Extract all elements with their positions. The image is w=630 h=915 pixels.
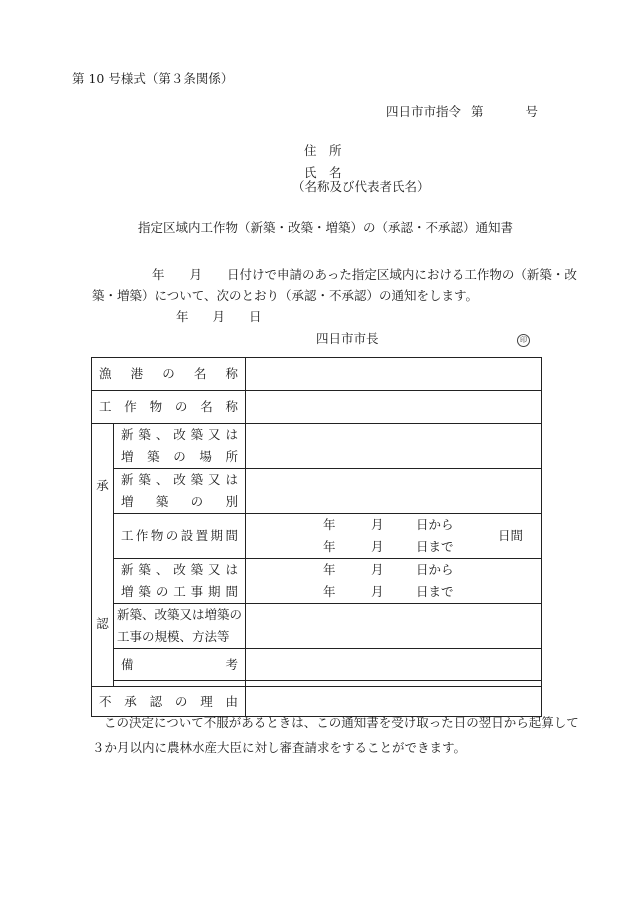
scale-row [92,604,542,649]
type-label: 新 築 、 改 築 又 は 増 築 の 別 [114,469,246,514]
seal-mark [517,330,530,347]
name-label: 氏 名 [304,165,342,180]
install-period-row [92,514,542,559]
place-row [92,424,542,469]
install-until-line: 年 月 日まで [323,539,454,554]
structure-label: 工 作 物 の 名 称 [92,391,246,424]
type-value [246,469,542,514]
scale-value [246,604,542,649]
structure-value [246,391,542,424]
construction-period-label: 新 築 、 改 築 又 は 増 築 の 工 事 期 間 [114,559,246,604]
approval-vertical-label: 承 認 [92,424,114,687]
install-from-line: 年 月 日から [323,517,454,532]
document-title: 指定区域内工作物（新築・改築・増築）の（承認・不承認）通知書 [138,220,514,235]
structure-row [92,391,542,424]
type-row [92,469,542,514]
fishing-port-row [92,358,542,391]
remarks-value [246,649,542,681]
name-note: （名称及び代表者氏名） [292,179,430,194]
approval-table [91,357,542,717]
scale-label: 新築、改築又は増築の 工事の規模、方法等 [114,604,246,649]
disapproval-label: 不 承 認 の 理 由 [92,687,246,717]
construction-period-value [246,559,542,604]
place-label: 新 築 、 改 築 又 は 増 築 の 場 所 [114,424,246,469]
remarks-label: 備 考 [114,649,246,681]
construction-until-line: 年 月 日まで [323,584,454,599]
disapproval-row [92,687,542,717]
notice-date: 年 月 日 [176,309,262,324]
fishing-port-label: 漁 港 の 名 称 [92,358,246,391]
seal-icon: 印 [517,334,530,347]
signer-title: 四日市市長 [316,331,379,346]
body-line-2: 築・増築）について、次のとおり（承認・不承認）の通知をします。 [92,288,479,303]
footer-line-2: ３か月以内に農林水産大臣に対し審査請求をすることができます。 [92,740,467,755]
document-number [386,102,538,120]
install-period-label: 工 作 物 の 設 置 期 間 [114,514,246,559]
remarks-row [92,649,542,681]
form-id: 第 10 号様式（第３条関係） [72,71,234,86]
body-line-1: 年 月 日付けで申請のあった指定区域内における工作物の（新築・改 [152,267,577,282]
disapproval-value [246,687,542,717]
construction-period-row [92,559,542,604]
address-label: 住 所 [304,143,342,158]
footer-line-1: この決定について不服があるときは、この通知書を受け取った日の翌日から起算して [104,715,579,730]
install-period-value [246,514,542,559]
install-days: 日間 [497,528,523,543]
issuer: 四日市市指令 [386,104,462,119]
fishing-port-value [246,358,542,391]
place-value [246,424,542,469]
construction-from-line: 年 月 日から [323,562,454,577]
dai-label: 第 [471,104,484,119]
go-label: 号 [525,104,539,119]
